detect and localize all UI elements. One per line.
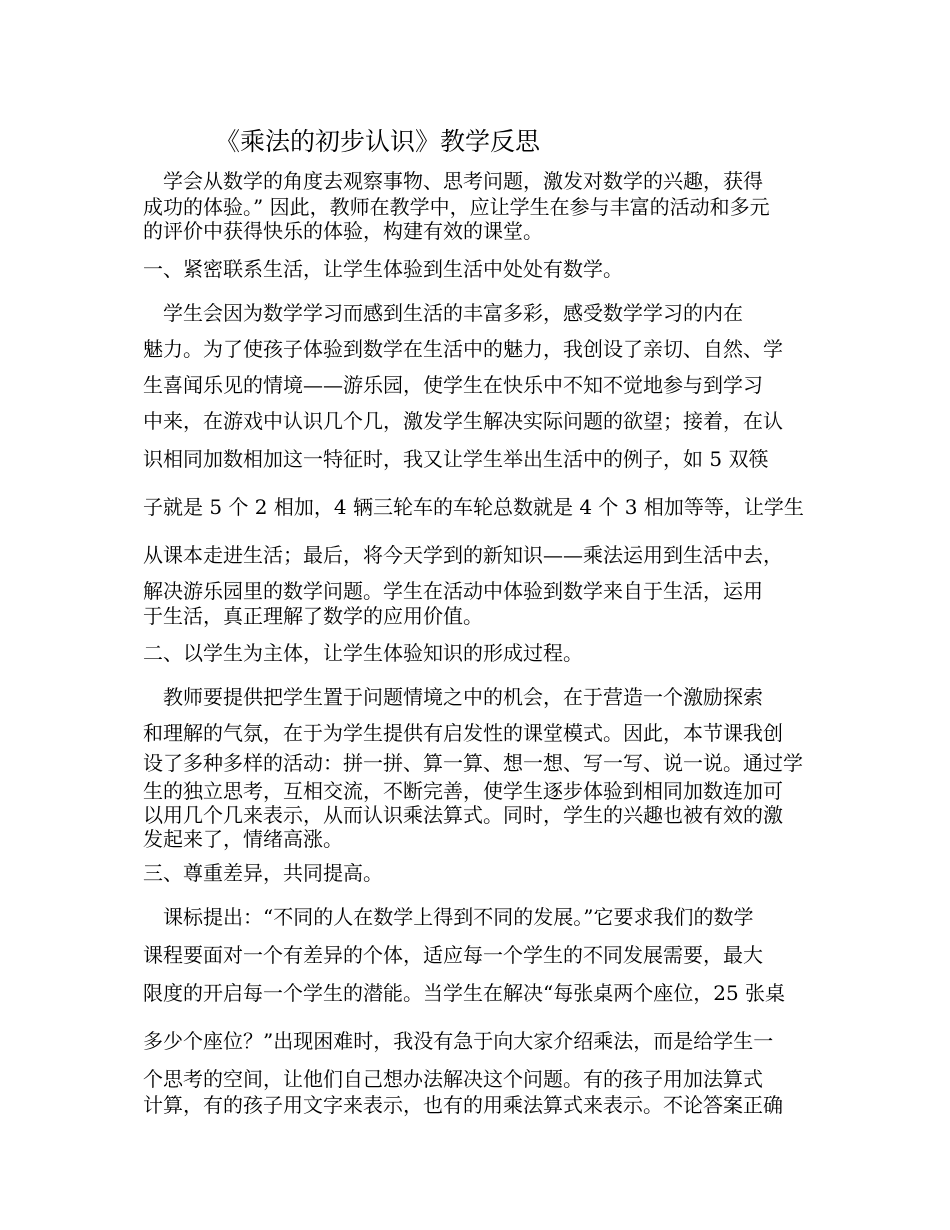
paragraph-line: 和理解的气氛，在于为学生提供有启发性的课堂模式。因此，本节课我创 (143, 721, 783, 745)
document-title: 《乘法的初步认识》教学反思 (215, 127, 541, 156)
paragraph-line: 子就是 5 个 2 相加，4 辆三轮车的车轮总数就是 4 个 3 相加等等，让学生 (143, 495, 804, 519)
paragraph-line: 从课本走进生活；最后，将今天学到的新知识——乘法运用到生活中去， (143, 543, 783, 567)
paragraph-line: 解决游乐园里的数学问题。学生在活动中体验到数学来自于生活，运用 (143, 579, 763, 603)
paragraph-line: 限度的开启每一个学生的潜能。当学生在解决“每张桌两个座位，25 张桌 (143, 981, 786, 1005)
paragraph-line: 课标提出：“不同的人在数学上得到不同的发展。”它要求我们的数学 (143, 905, 754, 929)
section-heading-1: 一、紧密联系生活，让学生体验到生活中处处有数学。 (143, 257, 623, 281)
paragraph-line: 计算，有的孩子用文字来表示，也有的用乘法算式来表示。不论答案正确 (143, 1093, 783, 1117)
paragraph-line: 设了多种多样的活动：拼一拼、算一算、想一想、写一写、说一说。通过学 (143, 751, 803, 775)
paragraph-line: 识相同加数相加这一特征时，我又让学生举出生活中的例子，如 5 双筷 (143, 447, 769, 471)
section-heading-2: 二、以学生为主体，让学生体验知识的形成过程。 (143, 641, 583, 665)
intro-line: 学会从数学的角度去观察事物、思考问题，激发对数学的兴趣，获得 (143, 169, 763, 193)
section-heading-3: 三、尊重差异，共同提高。 (143, 861, 383, 885)
paragraph-line: 中来，在游戏中认识几个几，激发学生解决实际问题的欲望；接着，在认 (143, 409, 783, 433)
paragraph-line: 多少个座位？”出现困难时，我没有急于向大家介绍乘法，而是给学生一 (143, 1029, 774, 1053)
paragraph-line: 发起来了，情绪高涨。 (143, 827, 343, 851)
paragraph-line: 生喜闻乐见的情境——游乐园，使学生在快乐中不知不觉地参与到学习 (143, 373, 763, 397)
paragraph-line: 以用几个几来表示，从而认识乘法算式。同时，学生的兴趣也被有效的激 (143, 803, 783, 827)
intro-line: 成功的体验。” 因此，教师在教学中，应让学生在参与丰富的活动和多元 (143, 195, 770, 219)
paragraph-line: 教师要提供把学生置于问题情境之中的机会，在于营造一个激励探索 (143, 685, 763, 709)
paragraph-line: 于生活，真正理解了数学的应用价值。 (143, 604, 483, 628)
paragraph-line: 个思考的空间，让他们自己想办法解决这个问题。有的孩子用加法算式 (143, 1067, 763, 1091)
paragraph-line: 魅力。为了使孩子体验到数学在生活中的魅力，我创设了亲切、自然、学 (143, 337, 783, 361)
intro-line: 的评价中获得快乐的体验，构建有效的课堂。 (143, 219, 543, 243)
paragraph-line: 学生会因为数学学习而感到生活的丰富多彩，感受数学学习的内在 (143, 301, 743, 325)
paragraph-line: 生的独立思考，互相交流，不断完善，使学生逐步体验到相同加数连加可 (143, 779, 783, 803)
paragraph-line: 课程要面对一个有差异的个体，适应每一个学生的不同发展需要，最大 (143, 943, 763, 967)
